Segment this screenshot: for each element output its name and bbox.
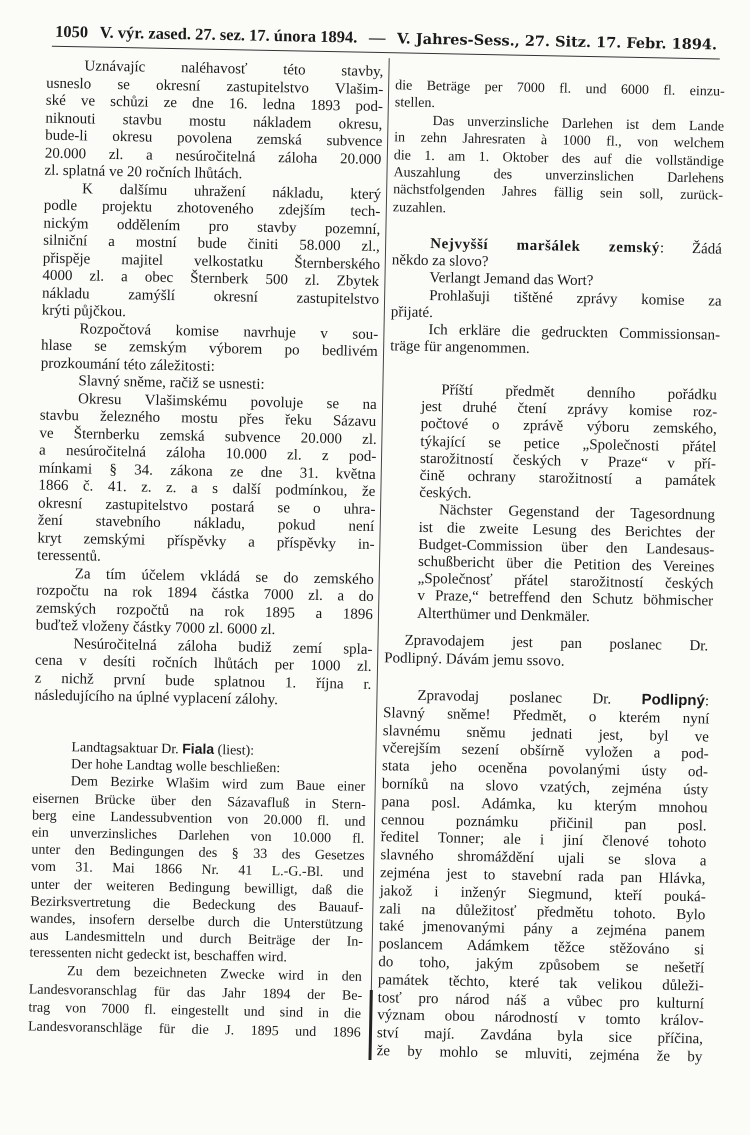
- text-line: Za tím účelem vkládá se do zemského: [74, 565, 374, 588]
- text-line: cena v desíti ročních lhůtách per 1000 zl.: [34, 652, 372, 675]
- text-line: stata jeho oceněna povolanými ústy od-: [381, 758, 709, 781]
- text-line: pana posl. Adámka, ku kterým mnohou: [381, 793, 708, 817]
- text-line: unter der weiteren Bedingung bewilligt, daß die: [30, 877, 364, 899]
- text-line: někdo za slovo?: [391, 252, 489, 271]
- left-czech-report: [34, 58, 383, 712]
- text-line: Rozpočtová komise navrhuje v sou-: [79, 320, 379, 343]
- page-number: 1050: [54, 21, 89, 42]
- text-line: Bezirksvertretung die Bedeckung des Bauauf-: [30, 894, 364, 916]
- text-line: jest druhé čtení zprávy komise roz-: [420, 399, 718, 421]
- text-line: zali na důležitosť předmětu tohoto. Bylo: [379, 900, 706, 923]
- right-rapporteur-speech: [376, 686, 709, 1067]
- text-line: Landesvoranschlag für das Jahr 1894 der Be-: [28, 982, 363, 1004]
- header-czech: V. výr. zased. 27. sez. 17. února 1894.: [99, 22, 358, 47]
- right-rapporteur-intro: [384, 631, 709, 673]
- text-line: ství mají. Zavdána byla sice příčina,: [376, 1025, 704, 1048]
- text-line: Zu dem bezeichneten Zwecke wird in den: [66, 964, 363, 985]
- text-line: wandes, insofern derselbe durch die Unterstützung: [29, 911, 364, 933]
- text-line: slavného shromáždění ujali se slova a: [380, 847, 707, 870]
- text-line: nächstfolgenden Jahres fällig sein soll, zurück-: [393, 182, 724, 205]
- text-line: Prohlašuji tištěné zprávy komise za: [429, 287, 722, 310]
- header-dash: —: [368, 27, 386, 48]
- text-line: Příští předmět denního pořádku: [441, 382, 718, 404]
- left-german-motion: [29, 737, 366, 968]
- text-line: následujícího na úplné vyplacení zálohy.: [34, 687, 279, 709]
- text-line: v Praze,“ betreffend den Schutz böhmischer: [417, 588, 714, 610]
- text-line: Auszahlung des unverzinslichen Darlehens: [393, 165, 725, 187]
- text-line: Ich erkläre die gedruckten Commissionsan-: [428, 322, 721, 344]
- text-line: cennou poznámku přičinil pan posl.: [380, 811, 707, 834]
- text-line: Uznávajíc naléhavosť této stavby,: [84, 58, 384, 81]
- text-line: Dem Bezirke Wlašim wird zum Baue einer: [70, 774, 366, 796]
- text-line: že by mohlo se mluviti, zejména že by: [376, 1043, 703, 1066]
- paragraph: [44, 58, 383, 187]
- text-line: ein unverzinsliches Darlehen von 10.000 fl.: [31, 825, 365, 847]
- text-line: Okresu Vlašimskému povoluje se na: [77, 390, 377, 413]
- text-line: Slavný sněme! Předmět, o kterém nyní: [382, 704, 710, 728]
- paragraph: [42, 180, 382, 326]
- text-line: usneslo se okresní zastupitelstvo Vlašim-: [46, 75, 384, 98]
- text-line: zl. splatná ve 20 ročních lhůtách.: [44, 162, 243, 183]
- right-german-loan: [393, 77, 726, 223]
- text-line: českých.: [419, 485, 472, 503]
- text-line: zejména jest to stavební rada pan Hlávka,: [379, 865, 706, 888]
- text-line: vom 31. Mai 1866 Nr. 41 L.-G.-Bl. und: [30, 859, 364, 882]
- text-line: čině ochrany starožitností a památek: [419, 467, 716, 490]
- text-line: silniční a mostní bude činiti 58.000 zl.,: [42, 232, 380, 256]
- text-line: poslancem Adámkem těžce stěžováno si: [378, 936, 705, 959]
- text-line: die 1. am 1. Oktober des auf die vollständige: [393, 147, 725, 170]
- text-line: teressentů.: [36, 547, 101, 565]
- text-line: unter den Bedingungen des § 33 des Gesetzes: [31, 842, 365, 865]
- text-line: kryt zemskými příspěvky a příspěvky in-: [37, 530, 375, 553]
- text-line: in zehn Jahresraten à 1000 fl., von welchem: [394, 130, 725, 152]
- text-line: jakož i inženýr Siegmund, kteří pouká-: [379, 882, 706, 906]
- text-line: rozpočtu na rok 1894 částka 7000 zl. a do: [36, 582, 374, 605]
- text-line: ist die zweite Lesung des Berichtes der: [418, 519, 715, 542]
- text-line: hlase se zemským výborem po bedlivém: [40, 337, 378, 361]
- paragraph: [376, 686, 709, 1067]
- paragraph: [37, 390, 377, 571]
- text-line: nickým oddělením pro stavby pozemní,: [43, 215, 381, 238]
- text-line: tosť pro národ náš a vůbec pro kulturní: [377, 989, 705, 1012]
- text-line: bude-li okresu povolena zemská subvence: [45, 127, 383, 151]
- text-line: Zpravodajem jest pan poslanec Dr.: [404, 632, 709, 655]
- text-line: „Společnosť přátel starožitností českých: [417, 571, 714, 593]
- text-line: význam obou národností v tomto králov-: [377, 1007, 704, 1030]
- text-line: schußbericht über die Petition des Vereines: [417, 553, 715, 576]
- text-line: Nesúročitelná záloha budiž zemí spla-: [73, 635, 373, 658]
- text-line: podle projektu zhotoveného zdejším tech-: [43, 197, 381, 221]
- column-divider-bottom: [368, 990, 372, 1060]
- text-line: die Beträge per 7000 fl. und 6000 fl. einzu-: [395, 78, 725, 100]
- right-marshal-remarks: [390, 235, 722, 362]
- paragraph: [384, 631, 709, 673]
- text-line: berg eine Landessubvention von 20.000 fl. und: [31, 808, 366, 830]
- text-line: Slavný sněme, račiž se usnesti:: [78, 373, 265, 393]
- text-line: a nesúročitelná záloha 10.000 zl. z pod-: [38, 442, 377, 466]
- text-line: nákladu zamýšlí okresní zastupitelstvo: [41, 285, 380, 308]
- text-line: borníků na slovo vzatých, zejména ústy: [381, 776, 709, 799]
- paragraph: [417, 502, 715, 628]
- text-line: památek těchto, které tak velikou důleži-: [377, 971, 705, 995]
- text-line: včerejším sezení obšírně vyložen a pod-: [382, 740, 709, 763]
- text-line: eisernen Brücke über den Sázavafluß in Stern-: [32, 791, 366, 813]
- header-german: V. Jahres-Sess., 27. Sitz. 17. Febr. 1894.: [396, 30, 718, 54]
- text-line: aus Landesmitteln und durch Beiträge der In-: [29, 928, 364, 951]
- text-line: Alterthümer und Denkmäler.: [416, 605, 591, 625]
- right-agenda-item: [417, 382, 718, 628]
- paragraph: [28, 962, 362, 1043]
- text-line: 4000 zl. a obec Šternberk 500 zl. Zbytek: [42, 267, 380, 291]
- text-line: Nejvyšší maršálek zemský: Žádá: [429, 236, 723, 258]
- text-line: také jmenovanými pány a zejména panem: [378, 918, 706, 941]
- speaker-name: Podlipný: [641, 691, 706, 710]
- text-line: Zpravodaj poslanec Dr. Podlipný:: [417, 687, 710, 710]
- text-line: mínkami § 34. zákona ze dne 31. května: [38, 460, 376, 483]
- text-line: Verlangt Jemand das Wort?: [429, 270, 594, 290]
- text-line: 1866 č. 41. z. z. a s další podmínkou, že: [38, 477, 376, 500]
- text-line: týkající se petice „Společnosti přátel: [420, 433, 717, 456]
- text-line: přijaté.: [390, 304, 434, 321]
- text-line: zuzahlen.: [392, 200, 447, 217]
- text-line: teressenten nicht gedeckt ist, beschaffen wird.: [29, 945, 288, 966]
- paragraph: [36, 565, 374, 641]
- paragraph: [29, 773, 366, 969]
- left-german-budget: [28, 962, 362, 1043]
- paragraph: [390, 321, 721, 362]
- text-line: přispěje majitel velkostatku Šternberského: [42, 250, 381, 273]
- text-line: stavbu železného mostu přes řeku Sázavu: [39, 407, 377, 430]
- speaker-name: Nejvyšší maršálek zemský: [429, 236, 661, 257]
- text-line: Landesvoranschläge für die J. 1895 und 1896: [27, 1019, 361, 1041]
- text-line: Podlipný. Dávám jemu ssovo.: [384, 650, 565, 670]
- text-line: okresní zastupitelstvo postará se o uhra-: [37, 495, 376, 518]
- text-line: Landtagsaktuar Dr. Fiala (liest):: [71, 740, 255, 759]
- text-line: ředitel Tonner; ale i jiní členové tohoto: [380, 829, 707, 852]
- text-line: stellen.: [394, 95, 436, 112]
- text-line: trag von 7000 fl. eingestellt und sind in die: [28, 1000, 362, 1023]
- text-line: Der hohe Landtag wolle beschließen:: [70, 757, 281, 777]
- text-line: prozkoumání této záležitosti:: [40, 355, 216, 375]
- paragraph: [41, 320, 379, 379]
- text-line: starožitností českých v Praze“ v pří-: [419, 450, 717, 473]
- paragraph: [34, 635, 372, 711]
- text-line: Nächster Gegenstand der Tagesordnung: [438, 502, 716, 524]
- text-line: žení stavebního nákladu, pokud není: [37, 512, 375, 535]
- text-line: K dalšímu uhražení nákladu, který: [81, 180, 382, 203]
- text-line: buďtež vloženy částky 7000 zl. 6000 zl.: [35, 617, 276, 639]
- text-line: Das unverzinsliche Darlehen ist dem Lande: [432, 113, 725, 135]
- text-line: z nichž první bude splatnou 1. října r.: [34, 669, 372, 693]
- text-line: ve Šternberku zemská subvence 20.000 zl.: [39, 425, 377, 448]
- text-line: zemských rozpočtů na rok 1895 a 1896: [35, 600, 373, 623]
- text-line: Budget-Commission über den Landesaus-: [418, 536, 715, 559]
- speaker-name: Fiala: [182, 740, 215, 757]
- text-line: do toho, jakým způsobem se nešetří: [378, 954, 705, 977]
- text-line: krýti půjčkou.: [41, 302, 127, 321]
- paragraph: [393, 112, 725, 223]
- text-line: slavnému sněmu jednati jest, byl ve: [382, 722, 710, 746]
- text-line: 20.000 zl. a nesúročitelná záloha 20.000: [44, 145, 382, 168]
- text-line: počtové o zprávě výboru zemského,: [420, 416, 717, 438]
- paragraph: [419, 382, 717, 508]
- text-line: niknouti stavbu mostu nákladem okresu,: [45, 110, 383, 133]
- text-line: träge für angenommen.: [390, 338, 530, 358]
- text-line: ské ve schůzi ze dne 16. ledna 1893 pod-: [45, 92, 384, 116]
